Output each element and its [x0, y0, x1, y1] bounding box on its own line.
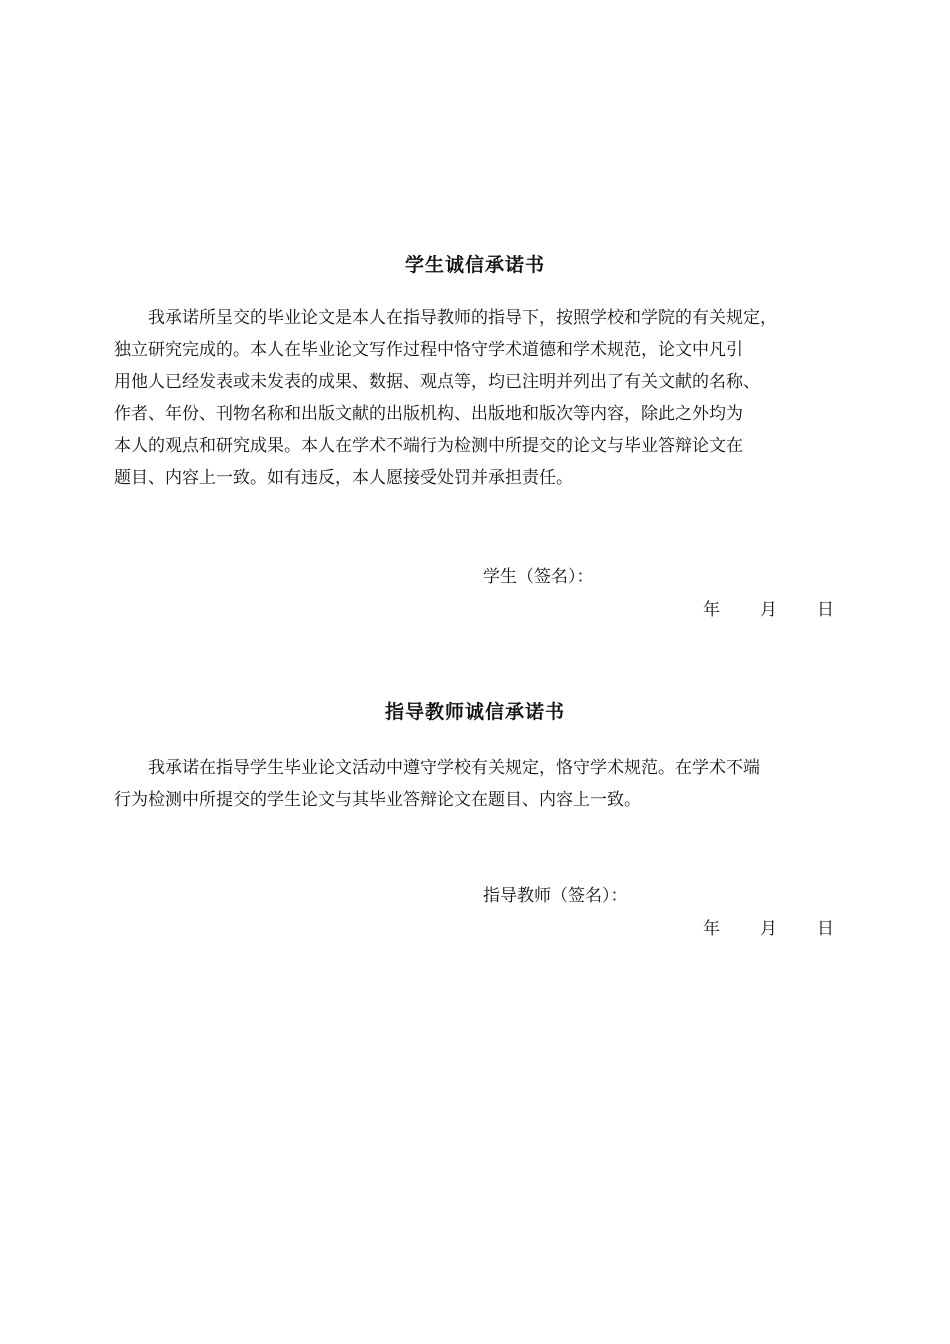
- student-pledge-title: 学生诚信承诺书: [404, 254, 545, 276]
- student-signature-label: 学生（签名）：: [483, 567, 594, 587]
- year-label: 年: [703, 919, 720, 939]
- advisor-signature-label: 指导教师（签名）：: [483, 886, 628, 906]
- student-pledge-line: 独立研究完成的。本人在毕业论文写作过程中恪守学术道德和学术规范，论文中凡引: [114, 340, 743, 360]
- advisor-pledge-title: 指导教师诚信承诺书: [384, 701, 565, 723]
- year-label: 年: [703, 600, 720, 620]
- student-pledge-line: 用他人已经发表或未发表的成果、数据、观点等，均已注明并列出了有关文献的名称、: [114, 372, 760, 392]
- student-pledge-body: [114, 302, 854, 494]
- student-pledge-line: 我承诺所呈交的毕业论文是本人在指导教师的指导下，按照学校和学院的有关规定，: [148, 308, 777, 328]
- advisor-pledge-line: 行为检测中所提交的学生论文与其毕业答辩论文在题目、内容上一致。: [114, 790, 641, 810]
- student-date-row: [703, 595, 834, 620]
- advisor-pledge-line: 我承诺在指导学生毕业论文活动中遵守学校有关规定，恪守学术规范。在学术不端: [148, 758, 760, 778]
- day-label: 日: [817, 600, 834, 620]
- day-label: 日: [817, 919, 834, 939]
- advisor-pledge-body: [114, 752, 854, 816]
- student-pledge-line: 本人的观点和研究成果。本人在学术不端行为检测中所提交的论文与毕业答辩论文在: [114, 436, 743, 456]
- student-pledge-line: 题目、内容上一致。如有违反，本人愿接受处罚并承担责任。: [114, 468, 573, 488]
- advisor-date-row: [703, 914, 834, 939]
- month-label: 月: [760, 919, 777, 939]
- student-pledge-line: 作者、年份、刊物名称和出版文献的出版机构、出版地和版次等内容，除此之外均为: [114, 404, 743, 424]
- month-label: 月: [760, 600, 777, 620]
